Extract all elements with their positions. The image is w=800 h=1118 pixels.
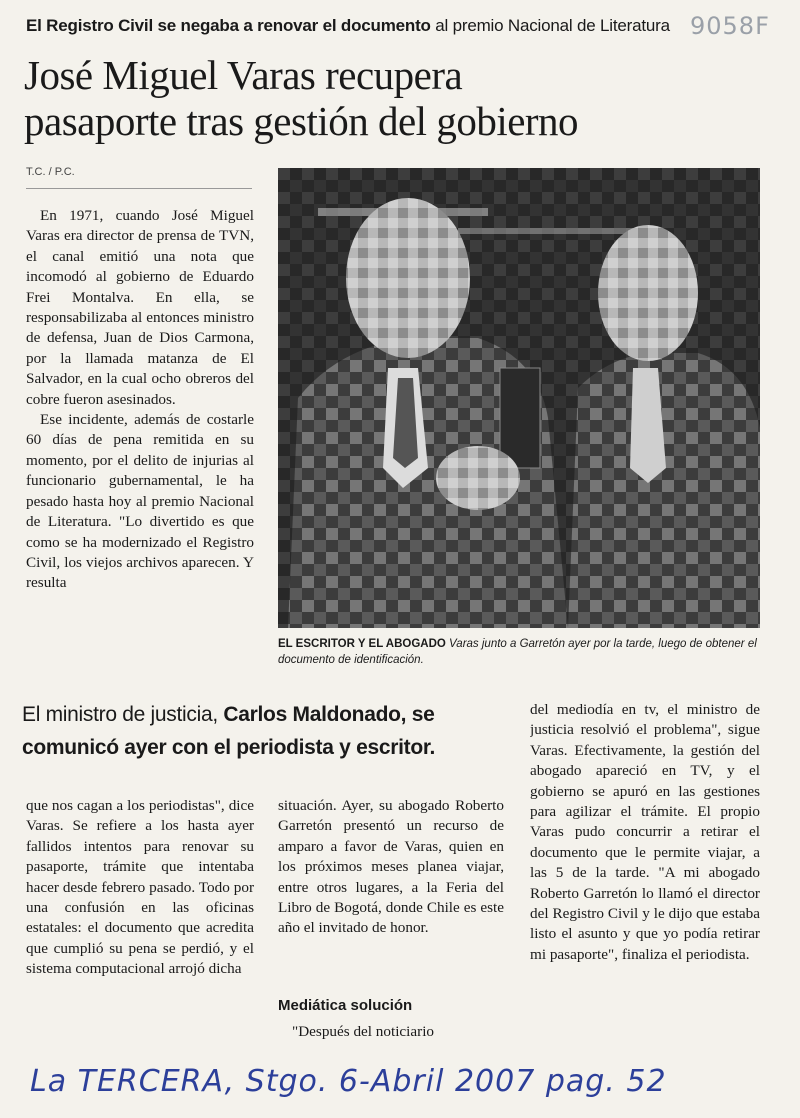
column-1-paragraph-1: En 1971, cuando José Miguel Varas era director de prensa de TVN, el canal emitió una nota que incomodó al gobierno de Eduardo Frei Montalva. En ella, se responsabilizaba al entonces ministro de defensa, Juan de Dios Carmona, por la llamada matanza de El Salvador, en la cual ocho obreros del cobre fueron asesinados. [26, 207, 254, 408]
caption-rest: Varas junto a Garretón ayer por la tarde, luego de obtener el documento de identificación. [278, 638, 757, 666]
kicker [26, 16, 686, 36]
byline-divider [26, 188, 252, 189]
headline-line-1: José Miguel Varas recupera [24, 52, 463, 98]
byline: T.C. / P.C. [26, 166, 75, 178]
pull-quote-bold-1: Carlos Maldonado, se [223, 703, 435, 726]
pull-quote-normal: El ministro de justicia, [22, 703, 224, 726]
handwritten-source-note: La TERCERA, Stgo. 6-Abril 2007 pag. 52 [30, 1064, 667, 1099]
headline-line-2: pasaporte tras gestión del gobierno [24, 98, 579, 144]
archive-stamp: 9058F [690, 12, 770, 40]
bottom-column-1 [26, 796, 254, 1046]
bottom-column-1-text: que nos cagan a los periodistas", dice Varas. Se refiere a los hasta ayer fallidos intentos para renovar su pasaporte, trámite que intentaba hacer desde febrero pasado. Todo por una confusión en las oficinas estatales: el documento que acredita que cumplió su pena se perdió, y el sistema computacional arrojó dicha [26, 797, 254, 978]
caption-bold: EL ESCRITOR Y EL ABOGADO [278, 638, 446, 650]
photo-caption [278, 636, 758, 668]
bottom-column-2-text: situación. Ayer, su abogado Roberto Garretón presentó un recurso de amparo a favor de Varas, quien en los próximos meses planea viajar, entre otros lugares, a la Feria del Libro de Bogotá, donde Chile es este año el invitado de honor. [278, 797, 504, 937]
pull-quote [22, 698, 522, 764]
headline [24, 52, 764, 144]
column-1-paragraph-2: Ese incidente, además de costarle 60 días de pena remitida en su momento, por el delito de injurias al funcionario gubernamental, le ha pesado hasta hoy al premio Nacional de Literatura. "Lo divertido es que como se ha modernizado el Registro Civil, los viejos archivos aparecen. Y resulta [26, 411, 254, 592]
pull-quote-bold-2: comunicó ayer con el periodista y escritor. [22, 736, 436, 759]
right-column [530, 700, 760, 1050]
photo-two-men-icon [278, 168, 760, 628]
kicker-rest: al premio Nacional de Literatura [430, 16, 670, 35]
article-photo [278, 168, 760, 628]
kicker-bold: El Registro Civil se negaba a renovar el documento [26, 16, 431, 35]
bottom-column-2 [278, 796, 504, 990]
bottom-column-2-continued [278, 1022, 504, 1046]
section-subhead: Mediática solución [278, 997, 413, 1014]
column-1 [26, 206, 254, 674]
bottom-column-2-paragraph-2: "Después del noticiario [292, 1023, 435, 1040]
right-column-text: del mediodía en tv, el ministro de justicia resolvió el problema", sigue Varas. Efectivamente, la gestión del abogado apareció en TV, y el gobierno se apuró en las gestiones para agilizar el trámite. El propio Varas pudo concurrir a retirar el documento que le permite viajar, a las 5 de la tarde. "A mi abogado Roberto Garretón lo llamó el director del Registro Civil y le dijo que estaba listo el asunto y que yo podía retirar mi pasaporte", finaliza el periodista. [530, 701, 760, 963]
